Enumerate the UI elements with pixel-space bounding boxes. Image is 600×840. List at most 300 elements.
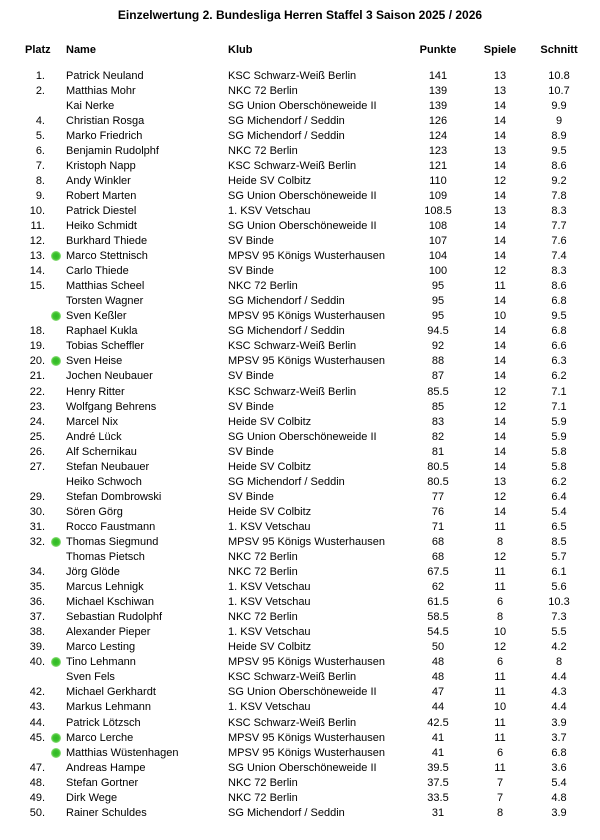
table-row: [0, 459, 600, 474]
dot-cell: [45, 793, 66, 803]
dot-cell: [45, 597, 66, 607]
club-cell: NKC 72 Berlin: [228, 776, 298, 789]
average-cell: 10.7: [548, 84, 570, 97]
dot-cell: [45, 447, 66, 457]
dot-cell: [45, 582, 66, 592]
dot-cell: [45, 281, 66, 291]
points-cell: 54.5: [427, 626, 449, 639]
club-cell: SG Union Oberschöneweide II: [228, 99, 377, 112]
player-name-cell: Wolfgang Behrens: [66, 400, 157, 413]
games-cell: 12: [493, 174, 507, 187]
table-row: [0, 640, 600, 655]
points-cell: 83: [431, 415, 445, 428]
points-cell: 95: [431, 280, 445, 293]
games-cell: 14: [493, 430, 507, 443]
games-cell: 10: [493, 701, 507, 714]
points-cell: 41: [431, 746, 445, 759]
club-cell: 1. KSV Vetschau: [228, 204, 311, 217]
club-cell: NKC 72 Berlin: [228, 611, 298, 624]
rank-cell: 26.: [29, 445, 45, 458]
games-cell: 12: [493, 385, 507, 398]
table-row: [0, 700, 600, 715]
dot-cell: [45, 266, 66, 276]
dot-cell: [45, 808, 66, 818]
dot-cell: [45, 748, 66, 758]
games-cell: 14: [493, 114, 507, 127]
club-cell: SG Union Oberschöneweide II: [228, 189, 377, 202]
player-name-cell: Michael Gerkhardt: [66, 686, 156, 699]
club-cell: KSC Schwarz-Weiß Berlin: [228, 69, 357, 82]
column-header-name: Name: [66, 43, 96, 56]
table-row: [0, 429, 600, 444]
club-cell: SG Michendorf / Seddin: [228, 475, 345, 488]
player-name-cell: Patrick Neuland: [66, 69, 144, 82]
average-cell: 5.4: [551, 505, 567, 518]
points-cell: 88: [431, 355, 445, 368]
average-cell: 6.8: [551, 295, 567, 308]
player-name-cell: Benjamin Rudolphf: [66, 144, 159, 157]
club-cell: Heide SV Colbitz: [228, 505, 312, 518]
club-cell: SV Binde: [228, 370, 274, 383]
player-name-cell: Sven Fels: [66, 671, 115, 684]
average-cell: 5.5: [551, 626, 567, 639]
highlight-dot-icon: [51, 733, 61, 743]
player-name-cell: Robert Marten: [66, 189, 137, 202]
club-cell: KSC Schwarz-Weiß Berlin: [228, 159, 357, 172]
player-name-cell: Stefan Dombrowski: [66, 490, 162, 503]
games-cell: 7: [496, 776, 504, 789]
table-row: [0, 655, 600, 670]
games-cell: 14: [493, 250, 507, 263]
club-cell: Heide SV Colbitz: [228, 174, 312, 187]
player-name-cell: Rainer Schuldes: [66, 806, 147, 819]
points-cell: 48: [431, 656, 445, 669]
dot-cell: [45, 672, 66, 682]
table-row: [0, 173, 600, 188]
games-cell: 11: [494, 566, 506, 579]
games-cell: 14: [493, 159, 507, 172]
average-cell: 6.2: [551, 370, 567, 383]
average-cell: 10.8: [548, 69, 570, 82]
highlight-dot-icon: [51, 311, 61, 321]
table-row: [0, 805, 600, 820]
player-name-cell: Thomas Pietsch: [66, 551, 145, 564]
games-cell: 13: [493, 69, 507, 82]
rank-cell: 36.: [29, 596, 45, 609]
points-cell: 80.5: [427, 475, 449, 488]
column-header-klub: Klub: [228, 43, 253, 56]
highlight-dot-icon: [51, 537, 61, 547]
games-cell: 13: [493, 144, 507, 157]
average-cell: 6.8: [551, 746, 567, 759]
club-cell: SG Union Oberschöneweide II: [228, 430, 377, 443]
points-cell: 139: [428, 84, 448, 97]
rank-cell: 37.: [29, 611, 45, 624]
points-cell: 123: [428, 144, 448, 157]
average-cell: 10.3: [548, 596, 570, 609]
games-cell: 10: [493, 310, 507, 323]
table-row: [0, 730, 600, 745]
player-name-cell: Henry Ritter: [66, 385, 125, 398]
average-cell: 9.2: [551, 174, 567, 187]
player-name-cell: Dirk Wege: [66, 791, 118, 804]
games-cell: 6: [496, 656, 504, 669]
average-cell: 6.5: [551, 520, 567, 533]
games-cell: 6: [496, 746, 504, 759]
rank-cell: 5.: [35, 129, 45, 142]
highlight-dot-icon: [51, 657, 61, 667]
average-cell: 7.1: [551, 400, 567, 413]
table-row: [0, 519, 600, 534]
player-name-cell: Stefan Neubauer: [66, 460, 150, 473]
player-name-cell: Matthias Mohr: [66, 84, 136, 97]
average-cell: 5.8: [551, 445, 567, 458]
club-cell: MPSV 95 Königs Wusterhausen: [228, 250, 385, 263]
dot-cell: [45, 116, 66, 126]
points-cell: 62: [431, 581, 445, 594]
average-cell: 9: [555, 114, 563, 127]
player-name-cell: Torsten Wagner: [66, 295, 144, 308]
average-cell: 5.6: [551, 581, 567, 594]
games-cell: 14: [493, 325, 507, 338]
games-cell: 13: [493, 475, 507, 488]
games-cell: 14: [493, 505, 507, 518]
games-cell: 12: [493, 551, 507, 564]
rank-cell: 38.: [29, 626, 45, 639]
player-name-cell: Tino Lehmann: [66, 656, 136, 669]
dot-cell: [45, 402, 66, 412]
average-cell: 3.9: [551, 806, 567, 819]
table-row: [0, 264, 600, 279]
column-header-platz: Platz: [25, 43, 51, 56]
table-row: [0, 595, 600, 610]
rank-cell: 10.: [29, 204, 45, 217]
player-name-cell: Patrick Diestel: [66, 204, 137, 217]
dot-cell: [45, 492, 66, 502]
rank-cell: 40.: [29, 656, 45, 669]
average-cell: 3.6: [551, 761, 567, 774]
table-row: [0, 279, 600, 294]
points-cell: 108: [428, 219, 448, 232]
rank-cell: 48.: [29, 776, 45, 789]
club-cell: MPSV 95 Königs Wusterhausen: [228, 535, 385, 548]
dot-cell: [45, 567, 66, 577]
games-cell: 12: [493, 641, 507, 654]
rank-cell: 31.: [29, 520, 45, 533]
column-header-punkte: Punkte: [419, 43, 457, 56]
table-row: [0, 489, 600, 504]
player-name-cell: Marko Friedrich: [66, 129, 143, 142]
games-cell: 7: [496, 791, 504, 804]
player-name-cell: Carlo Thiede: [66, 265, 129, 278]
rank-cell: 44.: [29, 716, 45, 729]
rank-cell: 2.: [35, 84, 45, 97]
club-cell: KSC Schwarz-Weiß Berlin: [228, 671, 357, 684]
average-cell: 7.7: [551, 219, 567, 232]
points-cell: 95: [431, 310, 445, 323]
average-cell: 4.4: [551, 701, 567, 714]
table-row: [0, 399, 600, 414]
games-cell: 12: [493, 490, 507, 503]
points-cell: 141: [428, 69, 448, 82]
average-cell: 5.4: [551, 776, 567, 789]
points-cell: 31: [431, 806, 445, 819]
table-row: [0, 474, 600, 489]
rank-cell: 9.: [35, 189, 45, 202]
average-cell: 8.5: [551, 535, 567, 548]
table-row: [0, 685, 600, 700]
points-cell: 33.5: [427, 791, 449, 804]
games-cell: 14: [493, 129, 507, 142]
games-cell: 11: [494, 761, 506, 774]
dot-cell: [45, 146, 66, 156]
table-row: [0, 158, 600, 173]
player-name-cell: Marcel Nix: [66, 415, 118, 428]
games-cell: 14: [493, 355, 507, 368]
points-cell: 58.5: [427, 611, 449, 624]
table-row: [0, 218, 600, 233]
dot-cell: [45, 702, 66, 712]
rank-cell: 14.: [29, 265, 45, 278]
club-cell: NKC 72 Berlin: [228, 280, 298, 293]
games-cell: 11: [494, 520, 506, 533]
player-name-cell: Thomas Siegmund: [66, 535, 159, 548]
table-row: [0, 143, 600, 158]
dot-cell: [45, 733, 66, 743]
games-cell: 14: [493, 189, 507, 202]
table-row: [0, 625, 600, 640]
table-row: [0, 234, 600, 249]
points-cell: 44: [431, 701, 445, 714]
points-cell: 85.5: [427, 385, 449, 398]
points-cell: 42.5: [427, 716, 449, 729]
club-cell: SV Binde: [228, 490, 274, 503]
dot-cell: [45, 71, 66, 81]
table-row: [0, 324, 600, 339]
dot-cell: [45, 131, 66, 141]
games-cell: 8: [496, 535, 504, 548]
points-cell: 126: [428, 114, 448, 127]
rank-cell: 27.: [29, 460, 45, 473]
rank-cell: 12.: [29, 235, 45, 248]
rank-cell: 34.: [29, 566, 45, 579]
average-cell: 4.3: [551, 686, 567, 699]
player-name-cell: Patrick Lötzsch: [66, 716, 141, 729]
games-cell: 14: [493, 445, 507, 458]
player-name-cell: Burkhard Thiede: [66, 235, 148, 248]
club-cell: NKC 72 Berlin: [228, 84, 298, 97]
table-row: [0, 580, 600, 595]
player-name-cell: Jochen Neubauer: [66, 370, 153, 383]
average-cell: 6.3: [551, 355, 567, 368]
club-cell: MPSV 95 Königs Wusterhausen: [228, 310, 385, 323]
player-name-cell: Sven Keßler: [66, 310, 127, 323]
table-row: [0, 565, 600, 580]
rank-cell: 18.: [29, 325, 45, 338]
club-cell: NKC 72 Berlin: [228, 551, 298, 564]
player-name-cell: Tobias Scheffler: [66, 340, 145, 353]
rank-cell: 49.: [29, 791, 45, 804]
player-name-cell: Marcus Lehnigk: [66, 581, 144, 594]
page-title: Einzelwertung 2. Bundesliga Herren Staffel 3 Saison 2025 / 2026: [117, 8, 483, 22]
dot-cell: [45, 326, 66, 336]
highlight-dot-icon: [51, 356, 61, 366]
average-cell: 6.6: [551, 340, 567, 353]
player-name-cell: Stefan Gortner: [66, 776, 139, 789]
club-cell: SG Union Oberschöneweide II: [228, 219, 377, 232]
average-cell: 5.9: [551, 430, 567, 443]
average-cell: 8.3: [551, 204, 567, 217]
average-cell: 8.6: [551, 159, 567, 172]
table-row: [0, 715, 600, 730]
player-name-cell: Christian Rosga: [66, 114, 145, 127]
games-cell: 14: [493, 235, 507, 248]
table-row: [0, 384, 600, 399]
rank-cell: 13.: [29, 250, 45, 263]
average-cell: 8: [555, 656, 563, 669]
table-row: [0, 354, 600, 369]
dot-cell: [45, 718, 66, 728]
dot-cell: [45, 642, 66, 652]
dot-cell: [45, 356, 66, 366]
club-cell: Heide SV Colbitz: [228, 415, 312, 428]
player-name-cell: Raphael Kukla: [66, 325, 138, 338]
club-cell: SG Michendorf / Seddin: [228, 129, 345, 142]
rank-cell: 29.: [29, 490, 45, 503]
rank-cell: 50.: [29, 806, 45, 819]
dot-cell: [45, 206, 66, 216]
club-cell: SG Michendorf / Seddin: [228, 295, 345, 308]
games-cell: 11: [494, 581, 506, 594]
player-name-cell: Marco Lerche: [66, 731, 134, 744]
average-cell: 6.1: [551, 566, 567, 579]
average-cell: 4.2: [551, 641, 567, 654]
player-name-cell: Sören Görg: [66, 505, 123, 518]
points-cell: 67.5: [427, 566, 449, 579]
club-cell: MPSV 95 Königs Wusterhausen: [228, 731, 385, 744]
standings-document-page: [0, 8, 600, 840]
games-cell: 14: [493, 370, 507, 383]
table-row: [0, 113, 600, 128]
average-cell: 4.8: [551, 791, 567, 804]
points-cell: 80.5: [427, 460, 449, 473]
player-name-cell: Jörg Glöde: [66, 566, 120, 579]
dot-cell: [45, 432, 66, 442]
player-name-cell: Andy Winkler: [66, 174, 131, 187]
games-cell: 12: [493, 400, 507, 413]
rank-cell: 35.: [29, 581, 45, 594]
points-cell: 77: [431, 490, 445, 503]
dot-cell: [45, 236, 66, 246]
table-row: [0, 294, 600, 309]
club-cell: 1. KSV Vetschau: [228, 626, 311, 639]
club-cell: NKC 72 Berlin: [228, 791, 298, 804]
average-cell: 7.6: [551, 235, 567, 248]
games-cell: 14: [493, 415, 507, 428]
club-cell: SV Binde: [228, 445, 274, 458]
dot-cell: [45, 612, 66, 622]
player-name-cell: Rocco Faustmann: [66, 520, 156, 533]
average-cell: 6.4: [551, 490, 567, 503]
club-cell: Heide SV Colbitz: [228, 641, 312, 654]
dot-cell: [45, 522, 66, 532]
table-row: [0, 83, 600, 98]
rank-cell: 43.: [29, 701, 45, 714]
dot-cell: [45, 477, 66, 487]
table-row: [0, 369, 600, 384]
club-cell: 1. KSV Vetschau: [228, 701, 311, 714]
rank-cell: 7.: [35, 159, 45, 172]
dot-cell: [45, 537, 66, 547]
table-row: [0, 98, 600, 113]
points-cell: 41: [431, 731, 445, 744]
points-cell: 47: [431, 686, 445, 699]
table-row: [0, 309, 600, 324]
average-cell: 7.8: [551, 189, 567, 202]
dot-cell: [45, 251, 66, 261]
average-cell: 7.1: [551, 385, 567, 398]
table-row: [0, 550, 600, 565]
club-cell: SV Binde: [228, 265, 274, 278]
rank-cell: 25.: [29, 430, 45, 443]
dot-cell: [45, 687, 66, 697]
table-row: [0, 128, 600, 143]
games-cell: 14: [493, 99, 507, 112]
club-cell: MPSV 95 Königs Wusterhausen: [228, 656, 385, 669]
dot-cell: [45, 296, 66, 306]
dot-cell: [45, 371, 66, 381]
games-cell: 10: [493, 626, 507, 639]
average-cell: 4.4: [551, 671, 567, 684]
games-cell: 11: [494, 716, 506, 729]
dot-cell: [45, 552, 66, 562]
rank-cell: 42.: [29, 686, 45, 699]
club-cell: KSC Schwarz-Weiß Berlin: [228, 340, 357, 353]
club-cell: SG Michendorf / Seddin: [228, 325, 345, 338]
dot-cell: [45, 507, 66, 517]
points-cell: 108.5: [424, 204, 452, 217]
rank-cell: 24.: [29, 415, 45, 428]
games-cell: 11: [494, 686, 506, 699]
club-cell: SG Union Oberschöneweide II: [228, 686, 377, 699]
points-cell: 139: [428, 99, 448, 112]
club-cell: SG Union Oberschöneweide II: [228, 761, 377, 774]
games-cell: 11: [494, 731, 506, 744]
dot-cell: [45, 176, 66, 186]
club-cell: SV Binde: [228, 400, 274, 413]
games-cell: 12: [493, 265, 507, 278]
dot-cell: [45, 462, 66, 472]
average-cell: 7.4: [551, 250, 567, 263]
table-row: [0, 414, 600, 429]
player-name-cell: Heiko Schwoch: [66, 475, 142, 488]
rank-cell: 22.: [29, 385, 45, 398]
points-cell: 81: [431, 445, 445, 458]
table-row: [0, 610, 600, 625]
points-cell: 92: [431, 340, 445, 353]
points-cell: 76: [431, 505, 445, 518]
points-cell: 68: [431, 535, 445, 548]
dot-cell: [45, 161, 66, 171]
club-cell: SV Binde: [228, 235, 274, 248]
column-header-schnitt: Schnitt: [540, 43, 578, 56]
average-cell: 8.3: [551, 265, 567, 278]
games-cell: 6: [496, 596, 504, 609]
table-row: [0, 670, 600, 685]
average-cell: 9.9: [551, 99, 567, 112]
rank-cell: 4.: [35, 114, 45, 127]
dot-cell: [45, 101, 66, 111]
